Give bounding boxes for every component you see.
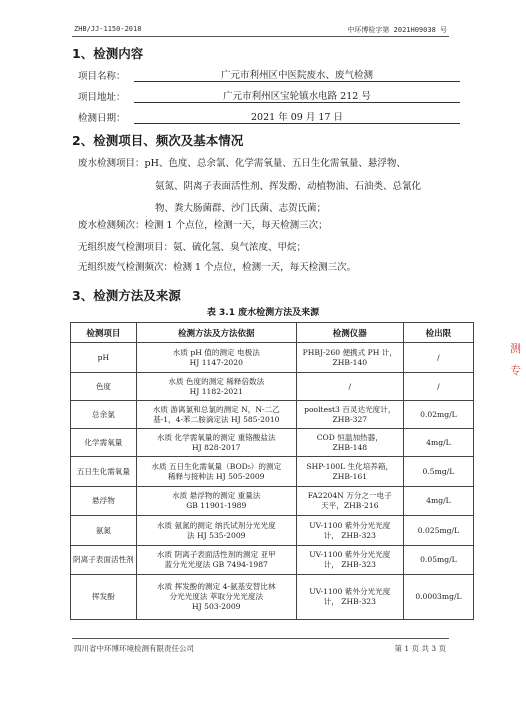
table-row bbox=[71, 516, 474, 546]
project-address-label: 项目地址： bbox=[78, 92, 126, 103]
col-header-limit: 检出限 bbox=[403, 323, 473, 343]
cell-limit: 4mg/L bbox=[403, 487, 473, 516]
cell-limit: 0.5mg/L bbox=[403, 457, 473, 487]
cell-method: 水质 游离氯和总氯的测定 N，N-二乙 基-1，4-苯二胺滴定法 HJ 585-2010 bbox=[136, 401, 296, 429]
cell-instrument: PHBJ-260 便携式 PH 计， ZHB-140 bbox=[296, 343, 403, 373]
cell-limit: 0.025mg/L bbox=[403, 516, 473, 546]
cell-method: 水质 氨氮的测定 纳氏试剂分光光度 法 HJ 535-2009 bbox=[136, 516, 296, 546]
cell-instrument: UV-1100 紫外分光光度 计， ZHB-323 bbox=[296, 546, 403, 575]
cell-instrument: / bbox=[296, 373, 403, 401]
wastewater-items-line1: 废水检测项目：pH、色度、总余氯、化学需氧量、五日生化需氧量、悬浮物、 bbox=[78, 158, 406, 169]
seal-fragment: 专 bbox=[510, 364, 521, 377]
table-row bbox=[71, 487, 474, 516]
cell-item: 五日生化需氧量 bbox=[71, 457, 137, 487]
cell-item: 挥发酚 bbox=[71, 575, 137, 620]
detect-date-value: 2021 年 09 月 17 日 bbox=[134, 109, 460, 124]
table-row bbox=[71, 429, 474, 457]
cell-method: 水质 五日生化需氧量（BOD₅）的测定 稀释与接种法 HJ 505-2009 bbox=[136, 457, 296, 487]
cell-item: 氨氮 bbox=[71, 516, 137, 546]
cell-limit: / bbox=[403, 373, 473, 401]
wastewater-items-line3: 物、粪大肠菌群、沙门氏菌、志贺氏菌； bbox=[155, 203, 327, 214]
col-header-item: 检测项目 bbox=[71, 323, 137, 343]
table-row bbox=[71, 373, 474, 401]
gas-items: 无组织废气检测项目：氨、硫化氢、臭气浓度、甲烷； bbox=[78, 242, 307, 253]
cell-method: 水质 阴离子表面活性剂的测定 亚甲 蓝分光光度法 GB 7494-1987 bbox=[136, 546, 296, 575]
table-row bbox=[71, 546, 474, 575]
cell-item: pH bbox=[71, 343, 137, 373]
cell-limit: / bbox=[403, 343, 473, 373]
cell-instrument: COD 恒温加热器， ZHB-148 bbox=[296, 429, 403, 457]
cell-method: 水质 化学需氧量的测定 重铬酸盐法 HJ 828-2017 bbox=[136, 429, 296, 457]
cell-limit: 0.0003mg/L bbox=[403, 575, 473, 620]
table-row bbox=[71, 401, 474, 429]
cell-method: 水质 悬浮物的测定 重量法 GB 11901-1989 bbox=[136, 487, 296, 516]
col-header-instrument: 检测仪器 bbox=[296, 323, 403, 343]
table-caption: 表 3.1 废水检测方法及来源 bbox=[206, 308, 320, 318]
footer-page-number: 第 1 页 共 3 页 bbox=[394, 644, 446, 653]
cell-limit: 0.02mg/L bbox=[403, 401, 473, 429]
cell-item: 总余氯 bbox=[71, 401, 137, 429]
wastewater-frequency: 废水检测频次：检测 1 个点位，检测一天，每天检测三次； bbox=[78, 220, 328, 231]
cell-instrument: pooltest3 百灵达光度计， ZHB-327 bbox=[296, 401, 403, 429]
project-name-value: 广元市利州区中医院废水、废气检测 bbox=[134, 67, 460, 82]
section1-title: 1、检测内容 bbox=[72, 46, 144, 61]
cell-instrument: UV-1100 紫外分光光度 计， ZHB-323 bbox=[296, 516, 403, 546]
cell-limit: 4mg/L bbox=[403, 429, 473, 457]
col-header-method: 检测方法及方法依据 bbox=[136, 323, 296, 343]
method-table bbox=[70, 322, 474, 620]
cell-method: 水质 pH 值的测定 电极法 HJ 1147-2020 bbox=[136, 343, 296, 373]
footer-company: 四川省中环博环境检测有限责任公司 bbox=[74, 644, 194, 653]
gas-frequency: 无组织废气检测频次：检测 1 个点位，检测一天，每天检测三次。 bbox=[78, 262, 357, 273]
project-address-value: 广元市利州区宝轮镇水电路 212 号 bbox=[134, 88, 460, 103]
cell-method: 水质 挥发酚的测定 4-氨基安替比林 分光光度法 萃取分光光度法 HJ 503-2009 bbox=[136, 575, 296, 620]
table-row bbox=[71, 457, 474, 487]
table-row bbox=[71, 343, 474, 373]
doc-code: ZHB/JJ-1150-2018 bbox=[74, 25, 142, 33]
table-row bbox=[71, 575, 474, 620]
cell-item: 悬浮物 bbox=[71, 487, 137, 516]
table-header-row bbox=[71, 323, 474, 343]
footer-divider bbox=[72, 638, 449, 639]
cell-instrument: SHP-100L 生化培养箱， ZHB-161 bbox=[296, 457, 403, 487]
seal-fragment: 测 bbox=[510, 342, 521, 355]
cell-instrument: FA2204N 万分之一电子 天平，ZHB-216 bbox=[296, 487, 403, 516]
cell-item: 阴离子表面活性剂 bbox=[71, 546, 137, 575]
cell-instrument: UV-1100 紫外分光光度 计， ZHB-323 bbox=[296, 575, 403, 620]
section2-title: 2、检测项目、频次及基本情况 bbox=[72, 133, 244, 148]
wastewater-items-line2: 氨氮、阴离子表面活性剂、挥发酚、动植物油、石油类、总氰化 bbox=[155, 181, 422, 192]
project-name-label: 项目名称： bbox=[78, 71, 126, 82]
section3-title: 3、检测方法及来源 bbox=[72, 288, 181, 303]
cell-item: 化学需氧量 bbox=[71, 429, 137, 457]
cell-method: 水质 色度的测定 稀释倍数法 HJ 1182-2021 bbox=[136, 373, 296, 401]
report-number: 中环博检字第 2021H09038 号 bbox=[347, 26, 447, 34]
header-divider bbox=[72, 36, 449, 37]
cell-limit: 0.05mg/L bbox=[403, 546, 473, 575]
detect-date-label: 检测日期： bbox=[78, 113, 126, 124]
cell-item: 色度 bbox=[71, 373, 137, 401]
